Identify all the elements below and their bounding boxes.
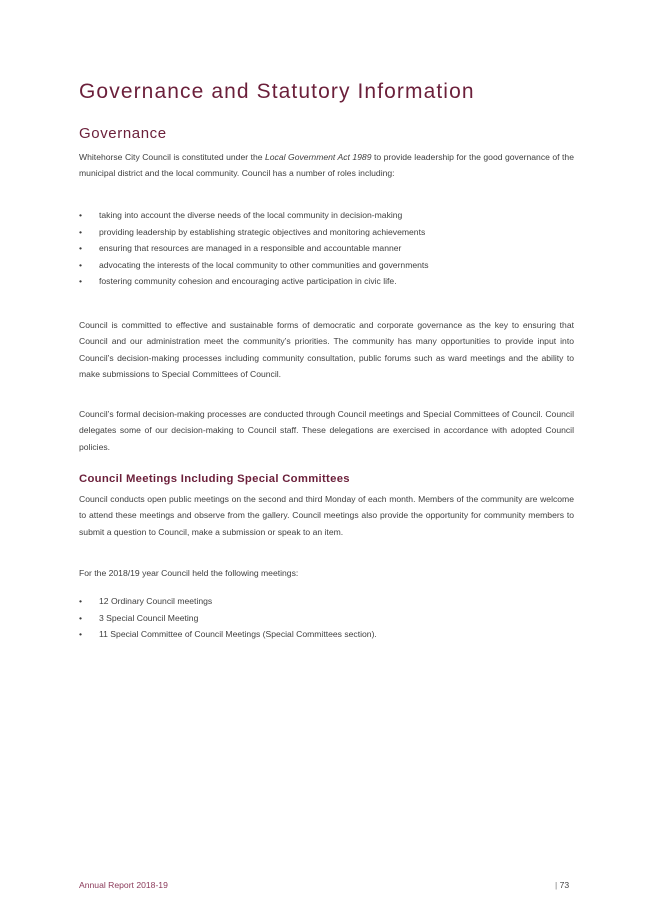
- council-roles-list: [79, 207, 574, 290]
- meetings-heading: Council Meetings Including Special Committees: [79, 473, 350, 485]
- meetings-paragraph-1: Council conducts open public meetings on the second and third Monday of each month. Members of the community are welcome to attend these meetings and observe from the gallery. Council meetings also provide the opportunity for community members to submit a question to Council, make a submission or speak to an item.: [79, 494, 574, 537]
- list-item: • providing leadership by establishing strategic objectives and monitoring achievements: [79, 224, 574, 241]
- intro-text-start: Whitehorse City Council is constituted under the: [79, 152, 265, 162]
- intro-text-end: to provide leadership for the good governance of the municipal district and the local community. Council has a number of roles including:: [79, 152, 574, 179]
- list-item: • ensuring that resources are managed in a responsible and accountable manner: [79, 240, 574, 257]
- governance-intro: [79, 149, 574, 182]
- footer-page-number: [555, 880, 569, 890]
- governance-heading: Governance: [79, 125, 167, 142]
- page-title: Governance and Statutory Information: [79, 80, 475, 103]
- page-number: 73: [559, 880, 570, 890]
- list-item: • taking into account the diverse needs of the local community in decision-making: [79, 207, 574, 224]
- list-item: • 12 Ordinary Council meetings: [79, 593, 574, 610]
- governance-paragraph-2: Council is committed to effective and sustainable forms of democratic and corporate governance as the key to ensuring that Council and our administration meet the community’s priorities. The community has many opportunities to provide input into Council’s decision-making processes including community consultation, public forums such as ward meetings and the ability to make submissions to Special Committees of Council.: [79, 320, 574, 380]
- list-item: • fostering community cohesion and encouraging active participation in civic life.: [79, 273, 574, 290]
- list-item: • 11 Special Committee of Council Meetings (Special Committees section).: [79, 626, 574, 643]
- list-item: • 3 Special Council Meeting: [79, 610, 574, 627]
- act-name: Local Government Act 1989: [265, 152, 372, 162]
- meetings-paragraph-2: For the 2018/19 year Council held the following meetings:: [79, 568, 299, 578]
- footer-report-title: Annual Report 2018-19: [79, 880, 168, 890]
- list-item: • advocating the interests of the local community to other communities and governments: [79, 257, 574, 274]
- meetings-list: [79, 593, 574, 643]
- governance-paragraph-3: Council’s formal decision-making processes are conducted through Council meetings and Special Committees of Council. Council delegates some of our decision-making to Council staff. These delegations are exercised in accordance with adopted Council policies.: [79, 409, 574, 452]
- footer-separator: |: [555, 880, 558, 890]
